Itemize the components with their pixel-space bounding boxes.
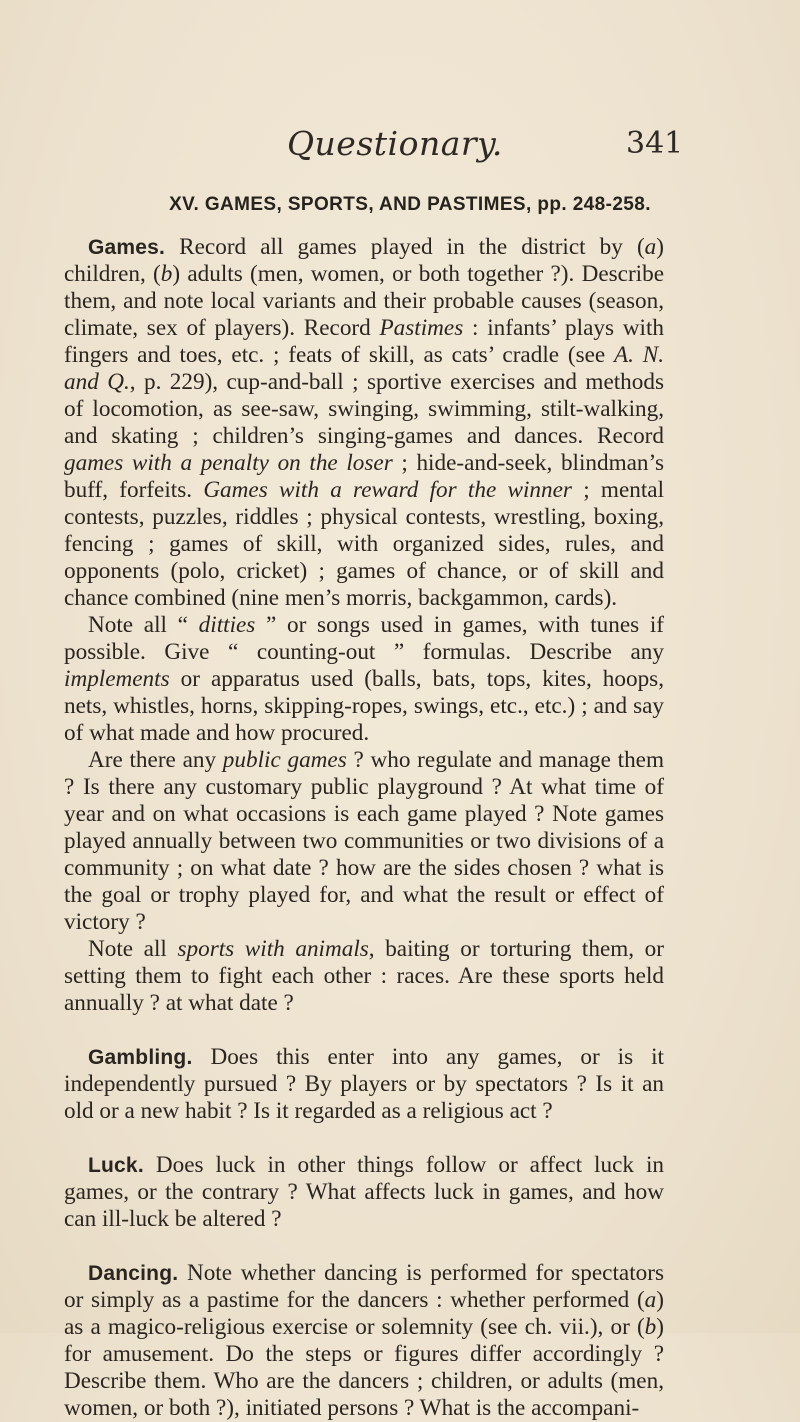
text-run: Note all — [88, 936, 178, 962]
section-run-in-heading: Gambling. — [88, 1046, 193, 1069]
section-run-in-heading: Dancing. — [88, 1262, 179, 1285]
section-run-in-heading: Games. — [88, 236, 166, 259]
section-run-in-heading: Luck. — [88, 1154, 144, 1177]
text-run: or apparatus used (balls, bats, tops, kites, hoops, nets, whistles, horns, skipping-ropes, swings, etc., etc.) ; and say of what made and how procured. — [64, 666, 664, 746]
italic-text: a — [644, 234, 657, 260]
text-run: , baiting or torturing them, or setting them to fight each other : races. Are these sports held annually ? at what date ? — [64, 936, 664, 1016]
text-run: ” or songs used in games, with tunes if possible. Give “ counting-out ” formulas. Describe any — [64, 612, 665, 665]
text-run: ) as a magico-religious exercise or solemnity (see ch. vii.), or ( — [64, 1287, 664, 1340]
text-run: ) for amusement. Do the steps or figures differ accordingly ? Describe them. Who are the dancers ; children, or adults (men, women, or both ?), initiated persons ? What is the accompani- — [64, 1314, 664, 1421]
italic-text: A. N. and Q. — [64, 342, 664, 395]
paragraph — [64, 936, 664, 1017]
body-text — [64, 234, 664, 1422]
text-run: Note whether dancing is performed for spectators or simply as a pastime for the dancers : whether performed ( — [64, 1260, 664, 1313]
paragraph — [64, 612, 664, 747]
paragraph — [64, 1260, 664, 1422]
text-run: , p. 229), cup-and-ball ; sportive exercises and methods of locomotion, as see-saw, swinging, swimming, stilt-walking, and skating ; children’s singing-games and dances. Record — [64, 369, 664, 449]
page-number: 341 — [626, 126, 684, 161]
italic-text: a — [644, 1287, 657, 1313]
text-run: Does luck in other things follow or affect luck in games, or the contrary ? What affects luck in games, and how can ill-luck be altered ? — [64, 1152, 664, 1232]
chapter-heading: XV. GAMES, SPORTS, AND PASTIMES, pp. 248-258. — [169, 194, 651, 215]
italic-text: Games with a reward for the winner — [203, 477, 572, 503]
italic-text: games with a penalty on the loser — [64, 450, 393, 476]
paragraph — [64, 1044, 664, 1125]
text-run: ) children, ( — [64, 234, 664, 287]
italic-text: public games — [222, 747, 347, 773]
text-run: ) adults (men, women, or both together ?). Describe them, and note local variants and their probable causes (season, climate, sex of players). Record — [64, 261, 664, 341]
text-run: ? who regulate and manage them ? Is there any customary public playground ? At what time of year and on what occasions is each game played ? Note games played annually between two communities or two divisions of a community ; on what date ? how are the sides chosen ? what is the goal or trophy played for, and what the result or effect of victory ? — [64, 747, 664, 935]
italic-text: sports with animals — [177, 936, 369, 962]
italic-text: implements — [64, 666, 170, 692]
italic-text: Pastimes — [379, 315, 464, 341]
italic-text: b — [160, 261, 173, 287]
paragraph — [64, 234, 664, 612]
running-title: Questionary. — [287, 124, 503, 163]
running-head — [0, 124, 800, 168]
paragraph — [64, 1152, 664, 1233]
text-run: : infants’ plays with fingers and toes, etc. ; feats of skill, as cats’ cradle (see — [64, 315, 664, 368]
text-run: Record all games played in the district by ( — [165, 234, 645, 260]
italic-text: b — [644, 1314, 657, 1340]
paragraph — [64, 747, 664, 936]
text-run: ; mental contests, puzzles, riddles ; physical contests, wrestling, boxing, fencing ; games of skill, with organized sides, rules, and opponents (polo, cricket) ; games of chance, or of skill and chance combined (nine men’s morris, backgammon, cards). — [64, 477, 665, 611]
text-run: Note all “ — [88, 612, 199, 638]
text-run: Does this enter into any games, or is it independently pursued ? By players or by spectators ? Is it an old or a new habit ? Is it regarded as a religious act ? — [64, 1044, 664, 1124]
text-run: ; hide-and-seek, blindman’s buff, forfeits. — [64, 450, 664, 503]
text-run: Are there any — [88, 747, 223, 773]
italic-text: ditties — [198, 612, 256, 638]
